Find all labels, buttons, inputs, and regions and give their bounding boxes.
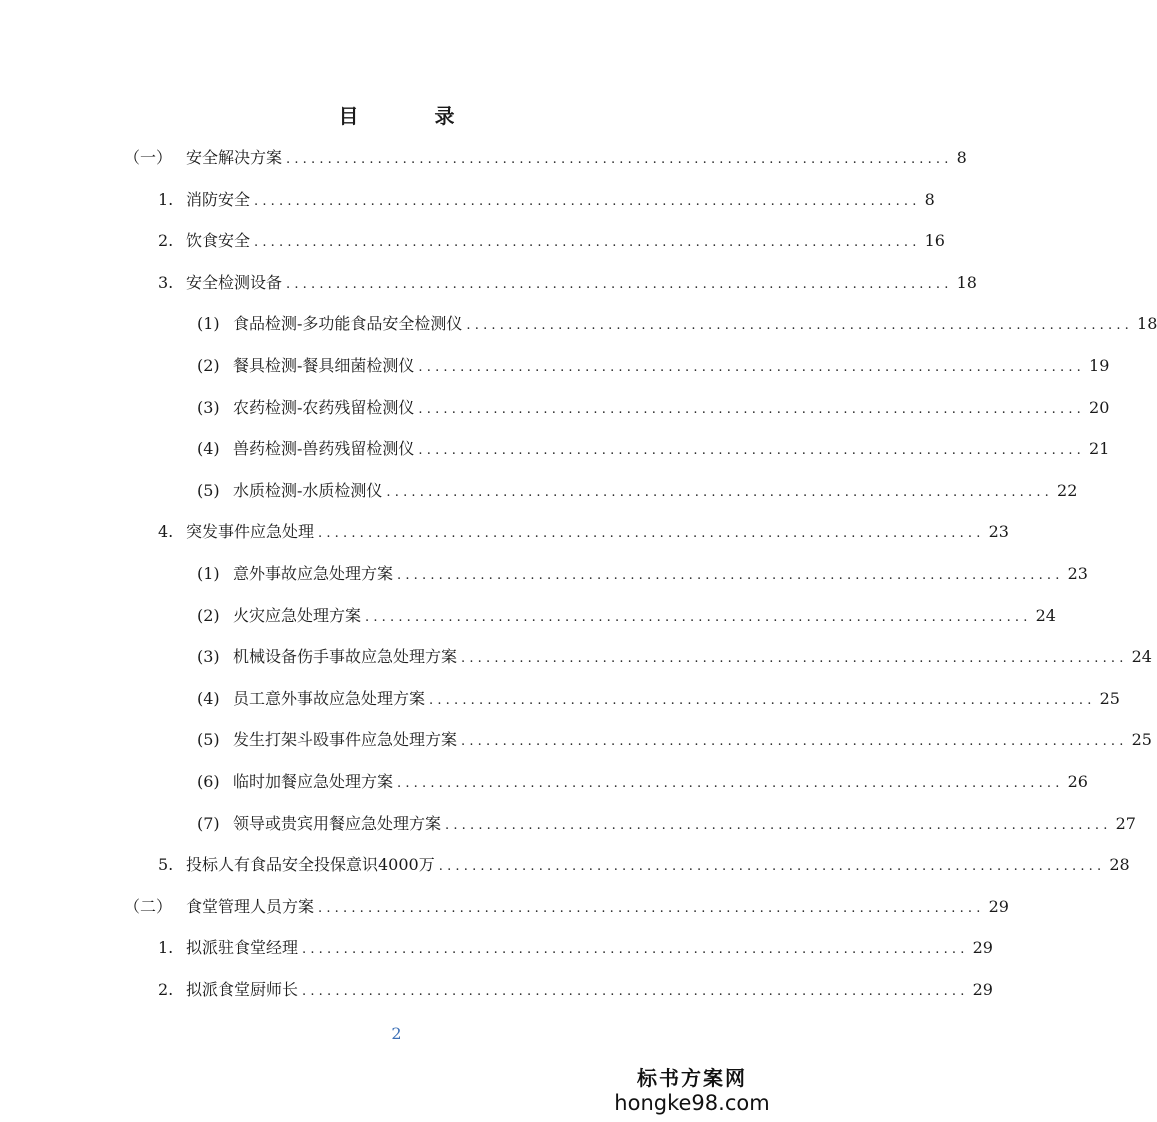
toc-entry-title: 员工意外事故应急处理方案 — [233, 688, 426, 708]
toc-entry-title: 安全检测设备 — [186, 272, 283, 292]
toc-entry[interactable] — [0, 978, 993, 1002]
toc-entry-title: 突发事件应急处理 — [186, 522, 315, 542]
toc-entry-title: 火灾应急处理方案 — [233, 605, 362, 625]
toc-leader-dots: ................................................................................ — [318, 526, 985, 542]
toc-entry-number: 2. — [158, 980, 174, 999]
toc-entry-number: （二） — [124, 896, 173, 916]
toc-entry[interactable] — [0, 812, 1136, 836]
toc-entry-page: 8 — [956, 148, 967, 167]
toc-entry-number: (3) — [197, 647, 220, 667]
toc-entry-page: 16 — [924, 231, 945, 251]
toc-entry-number: (5) — [197, 480, 220, 500]
toc-leader-dots: ................................................................................ — [429, 692, 1096, 708]
toc-entry[interactable] — [0, 271, 977, 295]
toc-leader-dots: ................................................................................ — [418, 443, 1086, 459]
toc-leader-dots: ................................................................................ — [466, 318, 1134, 334]
toc-leader-dots: ................................................................................ — [461, 651, 1128, 667]
toc-entry-number: (2) — [197, 605, 220, 625]
toc-entry-page: 26 — [1067, 772, 1088, 791]
toc-entry-page: 27 — [1115, 813, 1136, 833]
toc-entry[interactable] — [0, 895, 1009, 919]
toc-entry-title: 兽药检测-兽药残留检测仪 — [233, 439, 415, 459]
toc-leader-dots: ................................................................................ — [254, 193, 921, 209]
toc-entry-title: 消防安全 — [186, 189, 251, 209]
toc-entry-number: (2) — [197, 356, 220, 375]
watermark-title: 标书方案网 — [637, 1066, 747, 1090]
toc-entry-title: 安全解决方案 — [186, 148, 283, 167]
toc-leader-dots: ................................................................................ — [286, 152, 953, 167]
toc-entry[interactable] — [0, 604, 1056, 628]
toc-entry-page: 21 — [1089, 439, 1110, 459]
toc-entry-number: 4. — [158, 522, 174, 542]
toc-entry-number: 3. — [158, 272, 174, 292]
toc-entry[interactable] — [0, 853, 1130, 877]
toc-entry-title: 临时加餐应急处理方案 — [233, 772, 394, 791]
toc-entry-page: 29 — [988, 896, 1009, 916]
toc-entry-number: 5. — [158, 855, 174, 875]
toc-entry-title: 领导或贵宾用餐应急处理方案 — [233, 813, 442, 833]
toc-entry-page: 24 — [1131, 647, 1152, 667]
page-title: 目 录 — [338, 104, 483, 128]
toc-entry-number: (4) — [197, 439, 220, 459]
toc-entry-number: (3) — [197, 397, 220, 417]
toc-entry-number: （一） — [124, 148, 173, 167]
toc-entry-page: 8 — [924, 189, 935, 209]
toc-entry-number: (7) — [197, 813, 220, 833]
toc-entry-number: 2. — [158, 231, 174, 251]
toc-entry[interactable] — [0, 229, 945, 253]
toc-entry-number: 1. — [158, 189, 174, 209]
toc-entry[interactable] — [0, 312, 1157, 336]
toc-entry-title: 食堂管理人员方案 — [186, 896, 315, 916]
toc-leader-dots: ................................................................................ — [386, 484, 1054, 500]
toc-entry-page: 20 — [1089, 397, 1110, 417]
toc-entry[interactable] — [0, 188, 935, 212]
toc-leader-dots: ................................................................................ — [461, 734, 1128, 750]
toc-leader-dots: ................................................................................ — [254, 235, 921, 251]
toc-leader-dots: ................................................................................ — [418, 360, 1086, 375]
toc-entry-title: 水质检测-水质检测仪 — [233, 480, 383, 500]
toc-entry-page: 23 — [1067, 564, 1088, 583]
toc-entry[interactable] — [0, 146, 967, 170]
toc-entry-page: 25 — [1099, 688, 1120, 708]
toc-entry[interactable] — [0, 770, 1088, 794]
toc-entry-title: 拟派食堂厨师长 — [186, 980, 299, 999]
toc-entry-number: (5) — [197, 730, 220, 750]
toc-entry[interactable] — [0, 437, 1110, 461]
toc-entry-title: 机械设备伤手事故应急处理方案 — [233, 647, 458, 667]
toc-leader-dots: ................................................................................ — [438, 859, 1106, 875]
toc-entry-title: 投标人有食品安全投保意识4000万 — [186, 855, 435, 875]
toc-entry-page: 23 — [988, 522, 1009, 542]
toc-entry-title: 饮食安全 — [186, 231, 251, 251]
toc-entry[interactable] — [0, 645, 1152, 669]
toc-entry-number: (6) — [197, 772, 220, 791]
toc-entry-title: 食品检测-多功能食品安全检测仪 — [233, 314, 463, 334]
toc-entry-title: 发生打架斗殴事件应急处理方案 — [233, 730, 458, 750]
toc-entry[interactable] — [0, 396, 1110, 420]
toc-entry-page: 25 — [1131, 730, 1152, 750]
toc-entry-page: 28 — [1109, 855, 1130, 875]
toc-leader-dots: ................................................................................ — [365, 609, 1032, 625]
watermark-url: hongke98.com — [614, 1091, 770, 1115]
toc-entry[interactable] — [0, 479, 1078, 503]
toc-entry[interactable] — [0, 687, 1120, 711]
toc-leader-dots: ................................................................................ — [418, 401, 1086, 417]
toc-entry-page: 22 — [1057, 480, 1078, 500]
toc-leader-dots: ................................................................................ — [318, 900, 985, 916]
toc-leader-dots: ................................................................................ — [302, 942, 969, 958]
toc-entry-number: 1. — [158, 938, 174, 958]
toc-entry-number: (4) — [197, 688, 220, 708]
toc-leader-dots: ................................................................................ — [286, 276, 953, 292]
watermark-logo — [607, 1066, 777, 1116]
toc-entry[interactable] — [0, 936, 993, 960]
toc-entry-page: 18 — [956, 272, 977, 292]
toc-entry-page: 29 — [972, 938, 993, 958]
toc-entry-page: 24 — [1035, 605, 1056, 625]
toc-leader-dots: ................................................................................ — [302, 984, 969, 999]
page-number: 2 — [391, 1024, 402, 1043]
toc-entry-page: 29 — [972, 980, 993, 999]
toc-entry-title: 餐具检测-餐具细菌检测仪 — [233, 356, 415, 375]
toc-entry-page: 19 — [1089, 356, 1110, 375]
toc-leader-dots: ................................................................................ — [445, 817, 1112, 833]
toc-entry-title: 农药检测-农药残留检测仪 — [233, 397, 415, 417]
toc-entry-number: (1) — [197, 564, 220, 583]
toc-entry-number: (1) — [197, 314, 220, 334]
toc-entry-title: 拟派驻食堂经理 — [186, 938, 299, 958]
toc-entry[interactable] — [0, 520, 1009, 544]
toc-entry[interactable] — [0, 354, 1110, 378]
toc-entry-page: 18 — [1137, 314, 1157, 334]
toc-leader-dots: ................................................................................ — [397, 568, 1064, 583]
toc-entry[interactable] — [0, 562, 1088, 586]
toc-leader-dots: ................................................................................ — [397, 776, 1064, 791]
toc-entry-title: 意外事故应急处理方案 — [233, 564, 394, 583]
toc-entry[interactable] — [0, 728, 1152, 752]
